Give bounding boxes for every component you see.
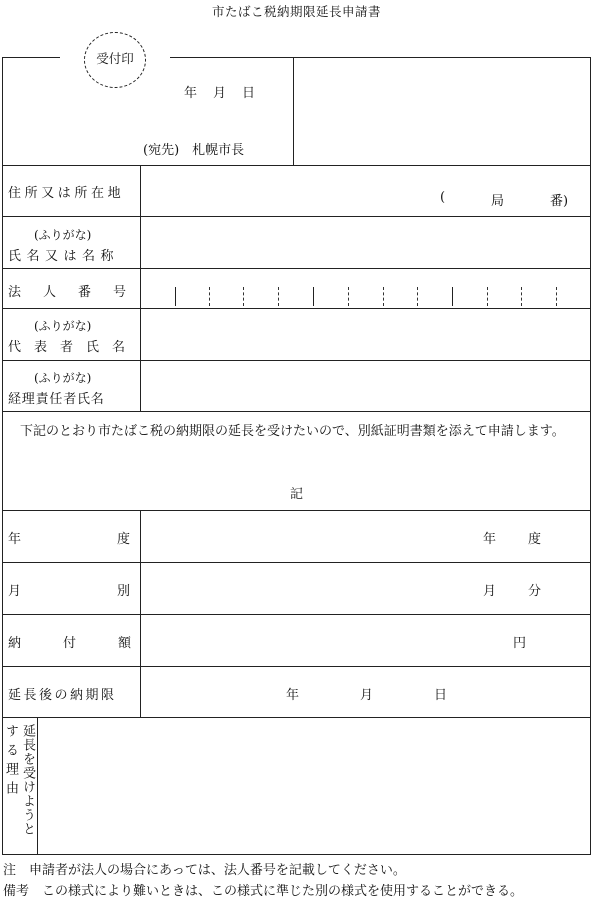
phone-ban: 番) <box>550 194 569 209</box>
form-frame <box>2 57 591 855</box>
fiscal-year-label: 年度 <box>8 532 227 547</box>
ki-mark: 記 <box>290 487 304 502</box>
rep-furigana: (ふりがな) <box>34 319 92 333</box>
reception-stamp <box>84 32 146 88</box>
address-label <box>8 182 134 201</box>
fiscal-year-do: 度 <box>528 532 542 547</box>
note-remarks: 備考 この様式により難いときは、この様式に準じた別の様式を使用することができる。 <box>3 884 524 899</box>
deadline-day: 日 <box>434 688 448 703</box>
digit-separator <box>417 287 418 306</box>
digit-separator <box>243 287 244 306</box>
note-corp-number: 注 申請者が法人の場合にあっては、法人番号を記載してください。 <box>3 863 406 878</box>
row-divider <box>2 510 591 511</box>
name-label: 氏名又は名称 <box>8 249 120 264</box>
phone-kyoku: 局 <box>491 194 505 209</box>
reason-label-divider <box>37 717 38 855</box>
month-tsuki: 月 <box>483 584 497 599</box>
amount-unit: 円 <box>513 636 527 651</box>
row-divider <box>2 216 591 217</box>
row-divider <box>2 614 591 615</box>
row-divider <box>2 717 591 718</box>
date-month: 月 <box>213 86 227 101</box>
header-divider <box>293 57 294 165</box>
digit-separator <box>313 287 314 306</box>
accountant-label: 経理責任者氏名 <box>8 392 105 407</box>
row-divider <box>2 308 591 309</box>
digit-separator <box>348 287 349 306</box>
phone-open: ( <box>440 190 446 205</box>
address-label-text: 住所又は所在地 <box>8 186 125 201</box>
row-divider <box>2 411 591 412</box>
row-divider <box>2 165 591 166</box>
row-divider <box>2 268 591 269</box>
deadline-year: 年 <box>286 688 300 703</box>
digit-separator <box>452 287 453 306</box>
row-divider <box>2 360 591 361</box>
addressee: (宛先) 札幌市長 <box>143 143 245 158</box>
digit-separator <box>556 287 557 306</box>
digit-separator <box>175 287 176 306</box>
name-furigana: (ふりがな) <box>34 228 92 242</box>
deadline-month: 月 <box>360 688 374 703</box>
accountant-furigana: (ふりがな) <box>34 371 92 385</box>
month-label: 月別 <box>8 584 227 599</box>
reason-label-col1: 延長を受けようと <box>20 724 35 836</box>
digit-separator <box>209 287 210 306</box>
digit-separator <box>487 287 488 306</box>
stamp-label: 受付印 <box>96 51 134 66</box>
digit-separator <box>383 287 384 306</box>
digit-separator <box>278 287 279 306</box>
digit-separator <box>521 287 522 306</box>
form-title: 市たばこ税納期限延長申請書 <box>211 4 381 19</box>
date-year: 年 <box>184 86 198 101</box>
rep-label: 代表者氏名 <box>8 340 139 355</box>
amount-label: 納付額 <box>8 636 174 651</box>
date-day: 日 <box>242 86 256 101</box>
reason-label-col2: する理由 <box>3 724 18 800</box>
request-statement: 下記のとおり市たばこ税の納期限の延長を受けたいので、別紙証明書類を添えて申請します。 <box>20 424 565 439</box>
row-divider <box>2 666 591 667</box>
fiscal-year-nen: 年 <box>483 532 497 547</box>
corp-number-label: 法人番号 <box>8 285 149 300</box>
month-bun: 分 <box>528 584 542 599</box>
new-deadline-label: 延長後の納期限 <box>8 688 117 703</box>
row-divider <box>2 562 591 563</box>
